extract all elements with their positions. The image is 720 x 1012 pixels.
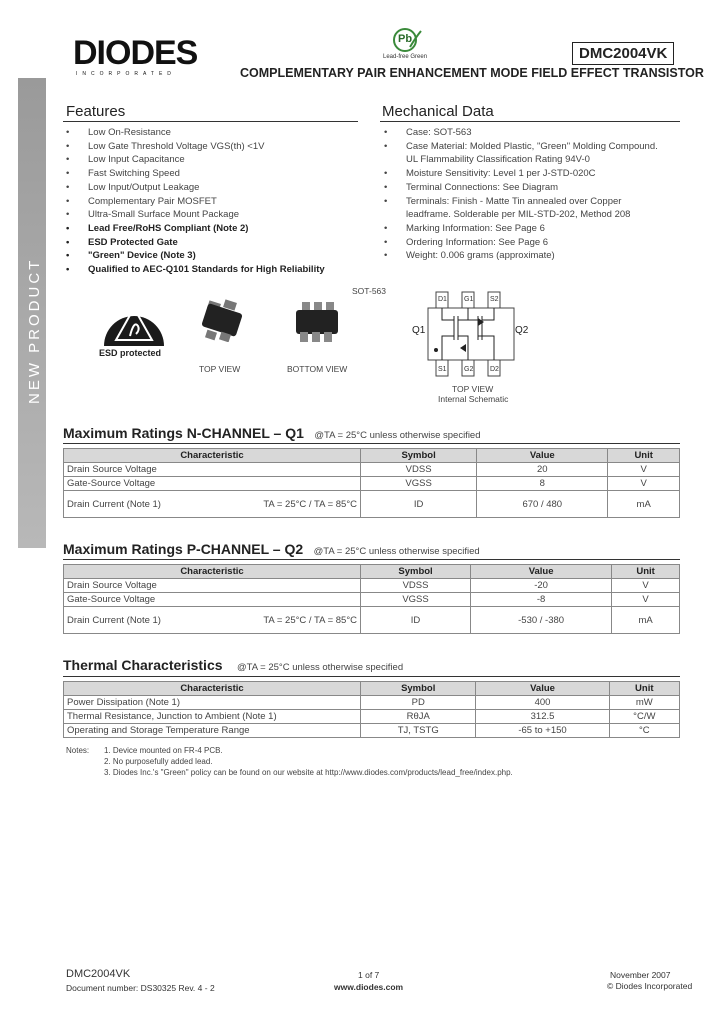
feature-item: • ESD Protected Gate bbox=[64, 236, 359, 250]
sot-label: SOT-563 bbox=[352, 286, 387, 296]
cell-unit: V bbox=[612, 593, 680, 607]
n-channel-condition: @TA = 25°C unless otherwise specified bbox=[314, 430, 481, 441]
table-row bbox=[64, 491, 680, 518]
cell-symbol: VGSS bbox=[361, 477, 477, 491]
q2-label: Q2 bbox=[515, 325, 529, 336]
table-row bbox=[64, 593, 680, 607]
mechanical-title: Mechanical Data bbox=[382, 103, 494, 120]
header-symbol: Symbol bbox=[361, 682, 476, 696]
cell-characteristic: Thermal Resistance, Junction to Ambient (Note 1) bbox=[64, 710, 361, 724]
cell-value: -20 bbox=[471, 579, 612, 593]
cell-value: 20 bbox=[477, 463, 608, 477]
cell-characteristic-text: Drain Current (Note 1) bbox=[67, 498, 161, 510]
top-view-label: TOP VIEW bbox=[199, 364, 241, 374]
mechanical-item: • Marking Information: See Page 6 bbox=[382, 222, 662, 236]
p-channel-condition: @TA = 25°C unless otherwise specified bbox=[313, 546, 480, 557]
mechanical-item: • Weight: 0.006 grams (approximate) bbox=[382, 249, 662, 263]
pin-s1: S1 bbox=[438, 366, 447, 373]
cell-symbol: PD bbox=[361, 696, 476, 710]
q1-label: Q1 bbox=[412, 325, 426, 336]
cell-characteristic bbox=[64, 491, 361, 518]
package-bottom-view-image bbox=[290, 300, 342, 346]
footer-doc-number: Document number: DS30325 Rev. 4 - 2 bbox=[66, 983, 215, 993]
notes-list bbox=[104, 745, 674, 778]
pin-d2: D2 bbox=[490, 366, 499, 373]
thermal-table bbox=[63, 681, 680, 738]
note-item: 1. Device mounted on FR-4 PCB. bbox=[104, 746, 223, 755]
n-channel-title: Maximum Ratings N-CHANNEL – Q1 bbox=[63, 425, 304, 441]
cell-characteristic: Gate-Source Voltage bbox=[64, 593, 361, 607]
cell-value: 8 bbox=[477, 477, 608, 491]
new-product-sidebar bbox=[18, 78, 46, 548]
feature-item: • Complementary Pair MOSFET bbox=[64, 195, 359, 209]
table-row bbox=[64, 463, 680, 477]
header-value: Value bbox=[477, 449, 608, 463]
table-row bbox=[64, 696, 680, 710]
header-symbol: Symbol bbox=[361, 565, 471, 579]
cell-condition: TA = 25°C / TA = 85°C bbox=[263, 614, 357, 626]
header-value: Value bbox=[471, 565, 612, 579]
company-logo: DIODES bbox=[73, 34, 198, 72]
n-channel-heading bbox=[63, 425, 683, 443]
cell-unit: mW bbox=[609, 696, 679, 710]
note-item: 2. No purposefully added lead. bbox=[104, 757, 213, 766]
feature-item: • Low Gate Threshold Voltage VGS(th) <1V bbox=[64, 140, 359, 154]
cell-characteristic: Drain Source Voltage bbox=[64, 463, 361, 477]
notes-label: Notes: bbox=[66, 746, 90, 755]
thermal-condition: @TA = 25°C unless otherwise specified bbox=[236, 662, 404, 673]
pin-s2: S2 bbox=[490, 296, 499, 303]
cell-symbol: TJ, TSTG bbox=[361, 724, 476, 738]
feature-item: • Fast Switching Speed bbox=[64, 167, 359, 181]
cell-value: -8 bbox=[471, 593, 612, 607]
features-list bbox=[64, 126, 359, 277]
thermal-title: Thermal Characteristics bbox=[63, 657, 223, 673]
schematic-top-view-label: TOP VIEW bbox=[452, 384, 494, 394]
cell-value: -65 to +150 bbox=[476, 724, 609, 738]
cell-symbol: RθJA bbox=[361, 710, 476, 724]
mechanical-item: • Terminal Connections: See Diagram bbox=[382, 181, 662, 195]
esd-protected-icon bbox=[100, 290, 168, 348]
sidebar-label: NEW PRODUCT bbox=[26, 257, 43, 404]
cell-condition: TA = 25°C / TA = 85°C bbox=[263, 498, 357, 510]
cell-symbol: VDSS bbox=[361, 463, 477, 477]
cell-value: -530 / -380 bbox=[471, 607, 612, 634]
mechanical-item: • Terminals: Finish - Matte Tin annealed over Copper leadframe. Solderable per MIL-STD-202, Method 208 bbox=[382, 195, 662, 222]
feature-item: • Ultra-Small Surface Mount Package bbox=[64, 208, 359, 222]
thermal-heading bbox=[63, 657, 683, 675]
mechanical-item: • Ordering Information: See Page 6 bbox=[382, 236, 662, 250]
esd-label: ESD protected bbox=[99, 348, 162, 358]
feature-item: • Low Input/Output Leakage bbox=[64, 181, 359, 195]
footer-part: DMC2004VK bbox=[66, 968, 131, 980]
cell-symbol: VDSS bbox=[361, 579, 471, 593]
document-title: COMPLEMENTARY PAIR ENHANCEMENT MODE FIELD EFFECT TRANSISTOR bbox=[240, 66, 704, 80]
cell-unit: mA bbox=[612, 607, 680, 634]
mechanical-item: • Case Material: Molded Plastic, "Green" Molding Compound. UL Flammability Classification Rating 94V-0 bbox=[382, 140, 662, 167]
pin-g1: G1 bbox=[464, 296, 474, 303]
pin-d1: D1 bbox=[438, 296, 447, 303]
cell-value: 400 bbox=[476, 696, 609, 710]
p-channel-divider bbox=[63, 559, 680, 560]
feature-item: • Low Input Capacitance bbox=[64, 153, 359, 167]
features-divider bbox=[63, 121, 358, 122]
part-number-box: DMC2004VK bbox=[572, 42, 674, 65]
feature-item: • Qualified to AEC-Q101 Standards for High Reliability bbox=[64, 263, 359, 277]
header-characteristic: Characteristic bbox=[64, 565, 361, 579]
cell-characteristic bbox=[64, 607, 361, 634]
schematic-caption: Internal Schematic bbox=[438, 394, 509, 404]
header-unit: Unit bbox=[608, 449, 680, 463]
mechanical-item: • Case: SOT-563 bbox=[382, 126, 662, 140]
cell-value: 312.5 bbox=[476, 710, 609, 724]
cell-characteristic: Operating and Storage Temperature Range bbox=[64, 724, 361, 738]
footer-page: 1 of 7 bbox=[358, 970, 380, 980]
header-unit: Unit bbox=[609, 682, 679, 696]
cell-characteristic-text: Drain Current (Note 1) bbox=[67, 614, 161, 626]
cell-symbol: ID bbox=[361, 491, 477, 518]
header-value: Value bbox=[476, 682, 609, 696]
table-row bbox=[64, 477, 680, 491]
lead-free-symbol: Pb bbox=[398, 33, 413, 45]
cell-characteristic: Drain Source Voltage bbox=[64, 579, 361, 593]
features-title: Features bbox=[66, 103, 126, 120]
header-characteristic: Characteristic bbox=[64, 682, 361, 696]
feature-item: • Lead Free/RoHS Compliant (Note 2) bbox=[64, 222, 359, 236]
n-channel-table bbox=[63, 448, 680, 518]
bottom-view-label: BOTTOM VIEW bbox=[287, 364, 348, 374]
mechanical-item: • Moisture Sensitivity: Level 1 per J-STD-020C bbox=[382, 167, 662, 181]
mechanical-divider bbox=[380, 121, 680, 122]
feature-item: • "Green" Device (Note 3) bbox=[64, 249, 359, 263]
footer-website-link[interactable]: www.diodes.com bbox=[334, 982, 404, 992]
cell-value: 670 / 480 bbox=[477, 491, 608, 518]
n-channel-divider bbox=[63, 443, 680, 444]
cell-characteristic: Power Dissipation (Note 1) bbox=[64, 696, 361, 710]
cell-unit: mA bbox=[608, 491, 680, 518]
cell-characteristic: Gate-Source Voltage bbox=[64, 477, 361, 491]
footer-copyright: © Diodes Incorporated bbox=[607, 981, 693, 991]
cell-unit: V bbox=[608, 477, 680, 491]
mechanical-list bbox=[382, 126, 662, 263]
header-characteristic: Characteristic bbox=[64, 449, 361, 463]
cell-symbol: VGSS bbox=[361, 593, 471, 607]
pin-g2: G2 bbox=[464, 366, 474, 373]
footer-date: November 2007 bbox=[610, 970, 671, 980]
package-top-view-image bbox=[198, 298, 248, 342]
header-symbol: Symbol bbox=[361, 449, 477, 463]
cell-unit: °C bbox=[609, 724, 679, 738]
header-unit: Unit bbox=[612, 565, 680, 579]
table-row bbox=[64, 710, 680, 724]
cell-symbol: ID bbox=[361, 607, 471, 634]
thermal-divider bbox=[63, 676, 680, 677]
p-channel-heading bbox=[63, 541, 683, 559]
table-row bbox=[64, 724, 680, 738]
note-item: 3. Diodes Inc.'s "Green" policy can be found on our website at http://www.diodes.com/products/lead_free/index.php. bbox=[104, 768, 513, 777]
p-channel-table bbox=[63, 564, 680, 634]
p-channel-title: Maximum Ratings P-CHANNEL – Q2 bbox=[63, 541, 304, 557]
cell-unit: V bbox=[608, 463, 680, 477]
table-row bbox=[64, 607, 680, 634]
table-row bbox=[64, 579, 680, 593]
cell-unit: V bbox=[612, 579, 680, 593]
company-logo-sub: INCORPORATED bbox=[76, 71, 176, 77]
cell-unit: °C/W bbox=[609, 710, 679, 724]
lead-free-label: Lead-free Green bbox=[383, 54, 428, 60]
feature-item: • Low On-Resistance bbox=[64, 126, 359, 140]
